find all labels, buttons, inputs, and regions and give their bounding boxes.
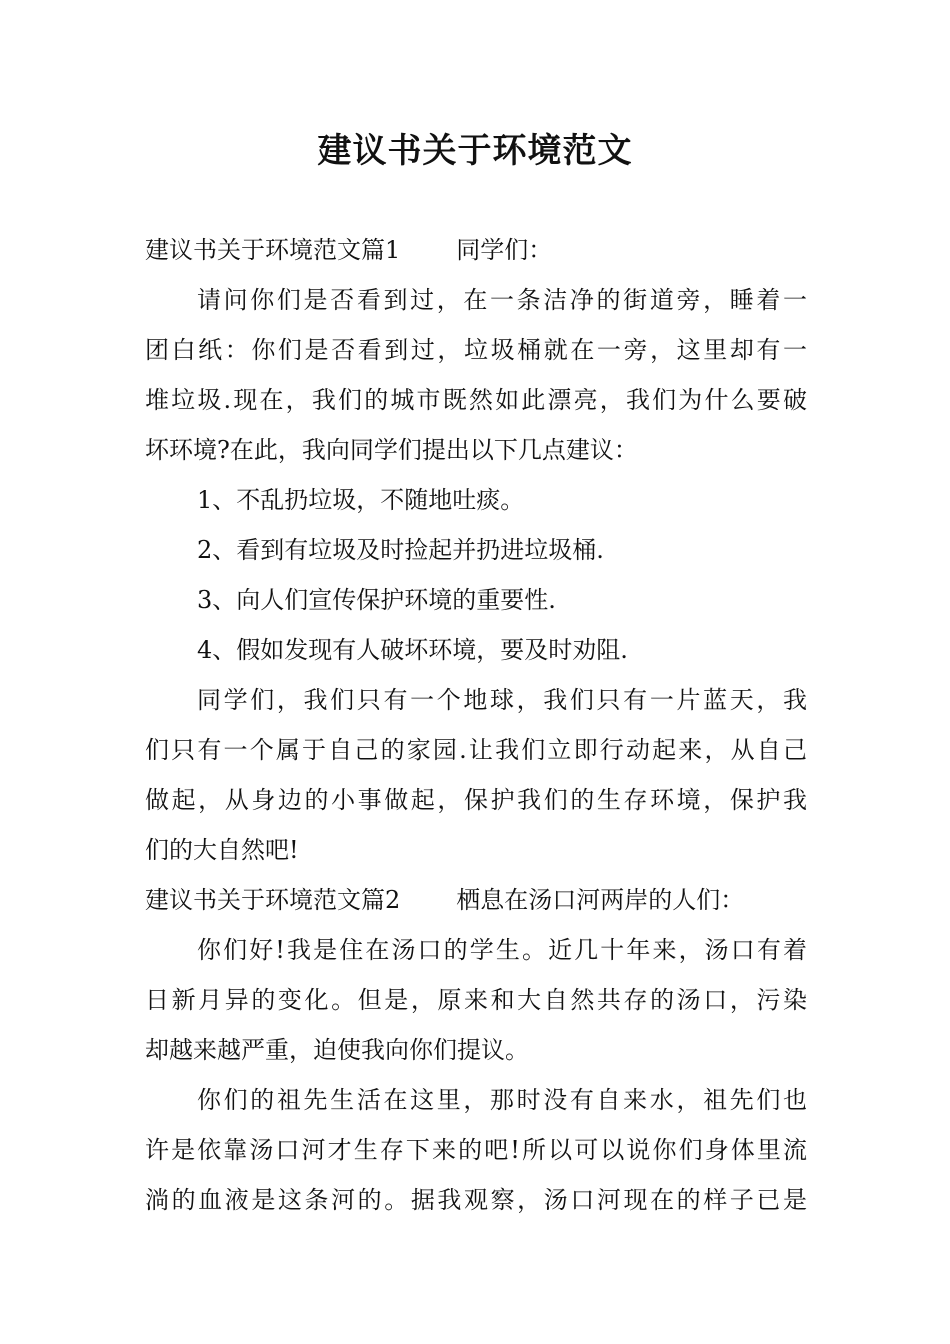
paragraph-line: 你们好!我是住在汤口的学生。近几十年来，汤口有着 bbox=[197, 936, 807, 964]
paragraph-line: 许是依靠汤口河才生存下来的吧!所以可以说你们身体里流 bbox=[145, 1136, 807, 1164]
paragraph-line: 坏环境?在此，我向同学们提出以下几点建议： bbox=[145, 436, 638, 464]
section-1-salutation: 同学们： bbox=[456, 236, 553, 264]
section-2-heading-row bbox=[145, 875, 807, 925]
section-2-salutation: 栖息在汤口河两岸的人们： bbox=[456, 886, 745, 914]
paragraph-line: 堆垃圾.现在，我们的城市既然如此漂亮，我们为什么要破 bbox=[145, 386, 807, 414]
section-1-heading-row bbox=[145, 225, 807, 275]
paragraph-line: 做起，从身边的小事做起，保护我们的生存环境，保护我 bbox=[145, 786, 807, 814]
paragraph-line: 团白纸：你们是否看到过，垃圾桶就在一旁，这里却有一 bbox=[145, 336, 807, 364]
heading-gap bbox=[400, 875, 456, 925]
page-title: 建议书关于环境范文 bbox=[317, 131, 633, 171]
paragraph-line: 却越来越严重，迫使我向你们提议。 bbox=[145, 1036, 529, 1064]
paragraph-line: 同学们，我们只有一个地球，我们只有一片蓝天，我 bbox=[197, 686, 807, 714]
section-2-heading: 建议书关于环境范文篇2 bbox=[145, 886, 401, 914]
section-1-heading: 建议书关于环境范文篇1 bbox=[145, 236, 401, 264]
paragraph-line: 淌的血液是这条河的。据我观察，汤口河现在的样子已是 bbox=[145, 1186, 807, 1214]
paragraph-line: 你们的祖先生活在这里，那时没有自来水，祖先们也 bbox=[197, 1086, 807, 1114]
heading-gap bbox=[400, 225, 456, 275]
list-item: 2、看到有垃圾及时捡起并扔进垃圾桶. bbox=[197, 536, 604, 564]
document-body bbox=[145, 225, 807, 1225]
paragraph-line: 们的大自然吧! bbox=[145, 836, 299, 864]
list-item: 1、不乱扔垃圾，不随地吐痰。 bbox=[197, 486, 525, 514]
list-item: 4、假如发现有人破坏环境，要及时劝阻. bbox=[197, 636, 628, 664]
paragraph-line: 日新月异的变化。但是，原来和大自然共存的汤口，污染 bbox=[145, 986, 807, 1014]
list-item: 3、向人们宣传保护环境的重要性. bbox=[197, 586, 556, 614]
paragraph-line: 们只有一个属于自己的家园.让我们立即行动起来，从自己 bbox=[145, 736, 807, 764]
paragraph-line: 请问你们是否看到过，在一条洁净的街道旁，睡着一 bbox=[197, 286, 807, 314]
